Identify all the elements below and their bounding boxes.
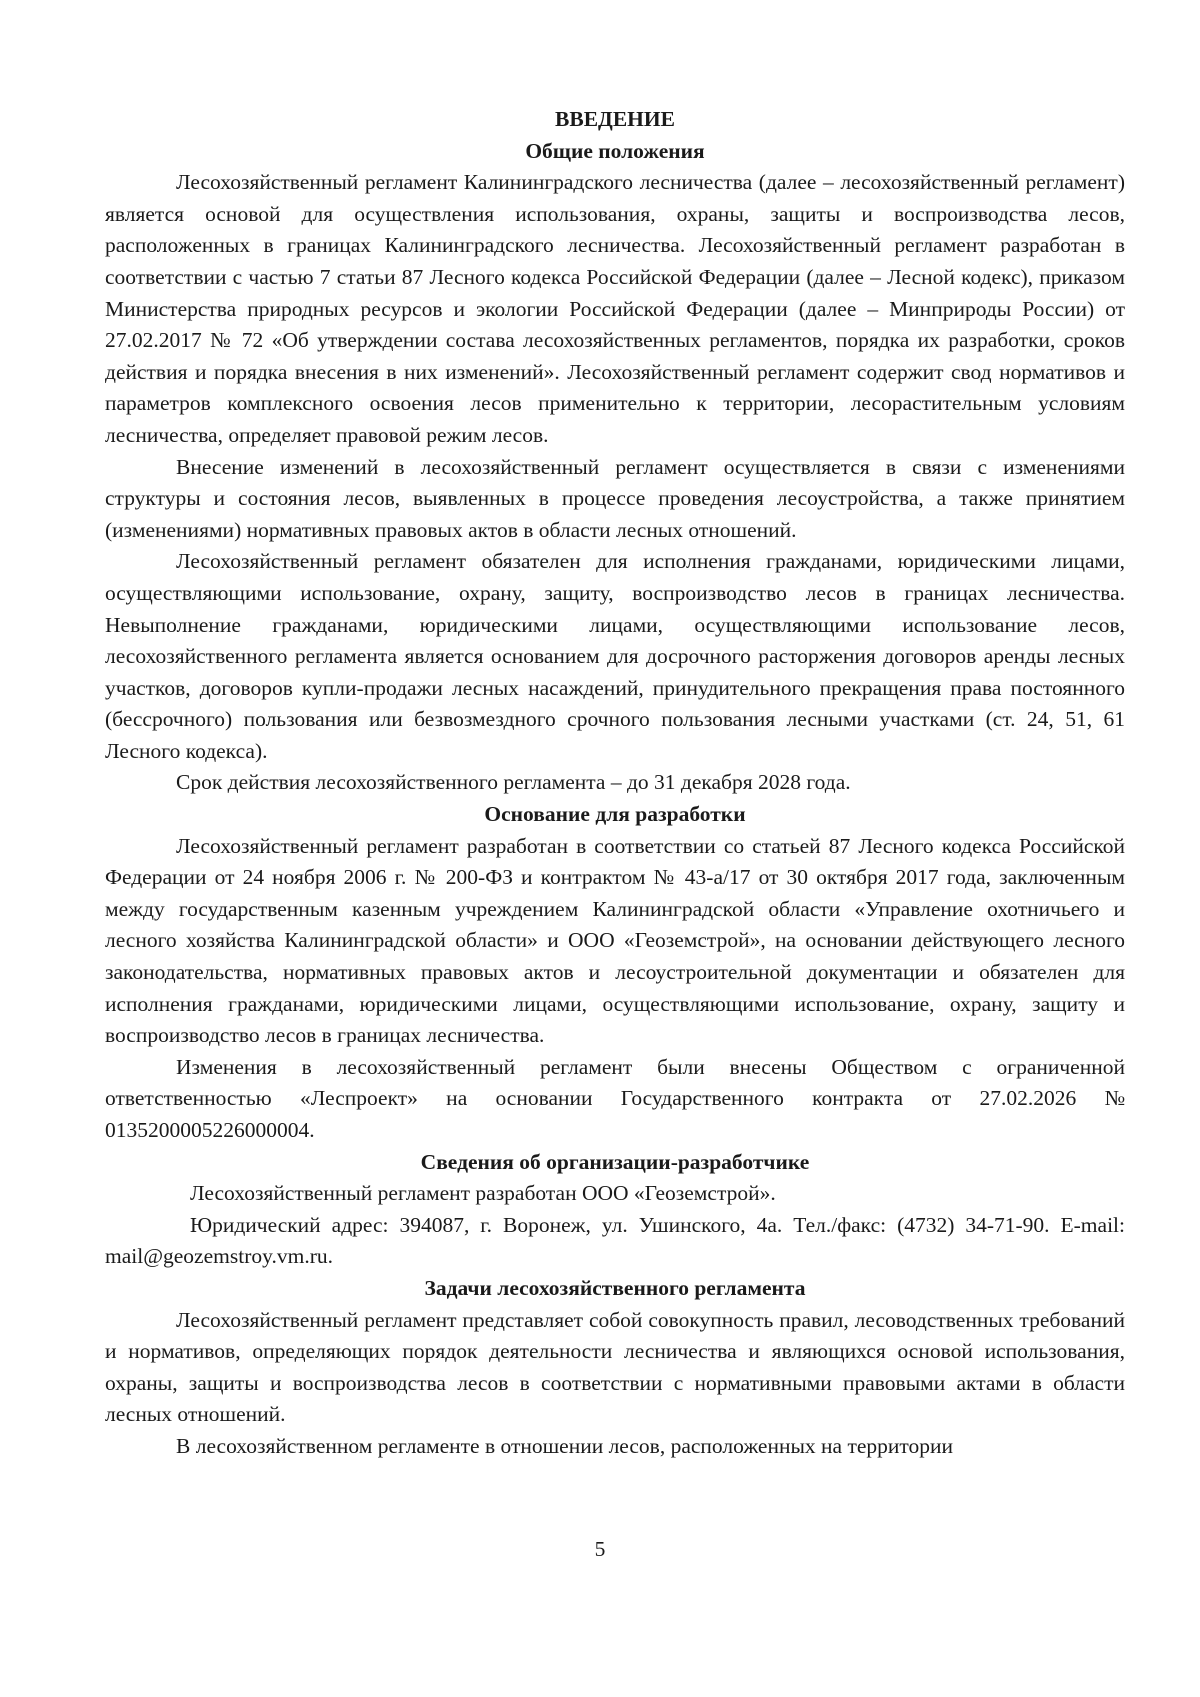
general-paragraph-4: Срок действия лесохозяйственного регламента – до 31 декабря 2028 года. [176, 770, 851, 795]
general-paragraph-3: Лесохозяйственный регламент обязателен для исполнения гражданами, юридическими лицами, осуществляющими использование, охрану, защиту, воспроизводство лесов в границах лесничества. Невыполнение гражданами, юридическими лицами, осуществляющими использование лесов, лесохозяйственного регламента является основанием для досрочного расторжения договоров аренды лесных участков, договоров купли-продажи лесных насаждений, принудительного прекращения права постоянного (бессрочного) пользования или безвозмездного срочного пользования лесными участками (ст. 24, 51, 61 Лесного кодекса). [105, 549, 1125, 763]
general-provisions-heading: Общие положения [525, 138, 705, 163]
intro-heading: ВВЕДЕНИЕ [555, 107, 675, 131]
page-content [105, 104, 1125, 1463]
developer-paragraph-2: Юридический адрес: 394087, г. Воронеж, ул. Ушинского, 4а. Тел./факс: (4732) 34-71-90. E-mail: mail@geozemstroy.vm.ru. [105, 1212, 1125, 1269]
general-paragraph-1: Лесохозяйственный регламент Калининградского лесничества (далее – лесохозяйственный регламент) является основой для осуществления использования, охраны, защиты и воспроизводства лесов, расположенных в границах Калининградского лесничества. Лесохозяйственный регламент разработан в соответствии с частью 7 статьи 87 Лесного кодекса Российской Федерации (далее – Лесной кодекс), приказом Министерства природных ресурсов и экологии Российской Федерации (далее – Минприроды России) от 27.02.2017 № 72 «Об утверждении состава лесохозяйственных регламентов, порядка их разработки, сроков действия и порядка внесения в них изменений». Лесохозяйственный регламент содержит свод нормативов и параметров комплексного освоения лесов применительно к территории, лесорастительным условиям лесничества, определяет правовой режим лесов. [105, 170, 1125, 447]
tasks-paragraph-2: В лесохозяйственном регламенте в отношении лесов, расположенных на территории [176, 1433, 954, 1458]
page-number: 5 [594, 1537, 606, 1561]
basis-heading: Основание для разработки [484, 802, 746, 827]
general-paragraph-2: Внесение изменений в лесохозяйственный регламент осуществляется в связи с изменениями структуры и состояния лесов, выявленных в процессе проведения лесоустройства, а также принятием (изменениями) нормативных правовых актов в области лесных отношений. [105, 454, 1125, 542]
tasks-paragraph-1: Лесохозяйственный регламент представляет собой совокупность правил, лесоводственных требований и нормативов, определяющих порядок деятельности лесничества и являющихся основой использования, охраны, защиты и воспроизводства лесов в соответствии с нормативными правовыми актами в области лесных отношений. [105, 1307, 1125, 1427]
tasks-heading: Задачи лесохозяйственного регламента [424, 1275, 806, 1300]
basis-paragraph-1: Лесохозяйственный регламент разработан в соответствии со статьей 87 Лесного кодекса Российской Федерации от 24 ноября 2006 г. № 200-ФЗ и контрактом № 43-а/17 от 30 октября 2017 года, заключенным между государственным казенным учреждением Калининградской области «Управление охотничьего и лесного хозяйства Калининградской области» и ООО «Геоземстрой», на основании действующего лесного законодательства, нормативных правовых актов и лесоустроительной документации и обязателен для исполнения гражданами, юридическими лицами, осуществляющими использование, охрану, защиту и воспроизводство лесов в границах лесничества. [105, 833, 1125, 1048]
developer-paragraph-1: Лесохозяйственный регламент разработан ООО «Геоземстрой». [190, 1181, 776, 1206]
developer-heading: Сведения об организации-разработчике [420, 1149, 810, 1174]
basis-paragraph-2: Изменения в лесохозяйственный регламент были внесены Обществом с ограниченной ответственностью «Леспроект» на основании Государственного контракта от 27.02.2026 № 0135200005226000004. [105, 1054, 1125, 1142]
